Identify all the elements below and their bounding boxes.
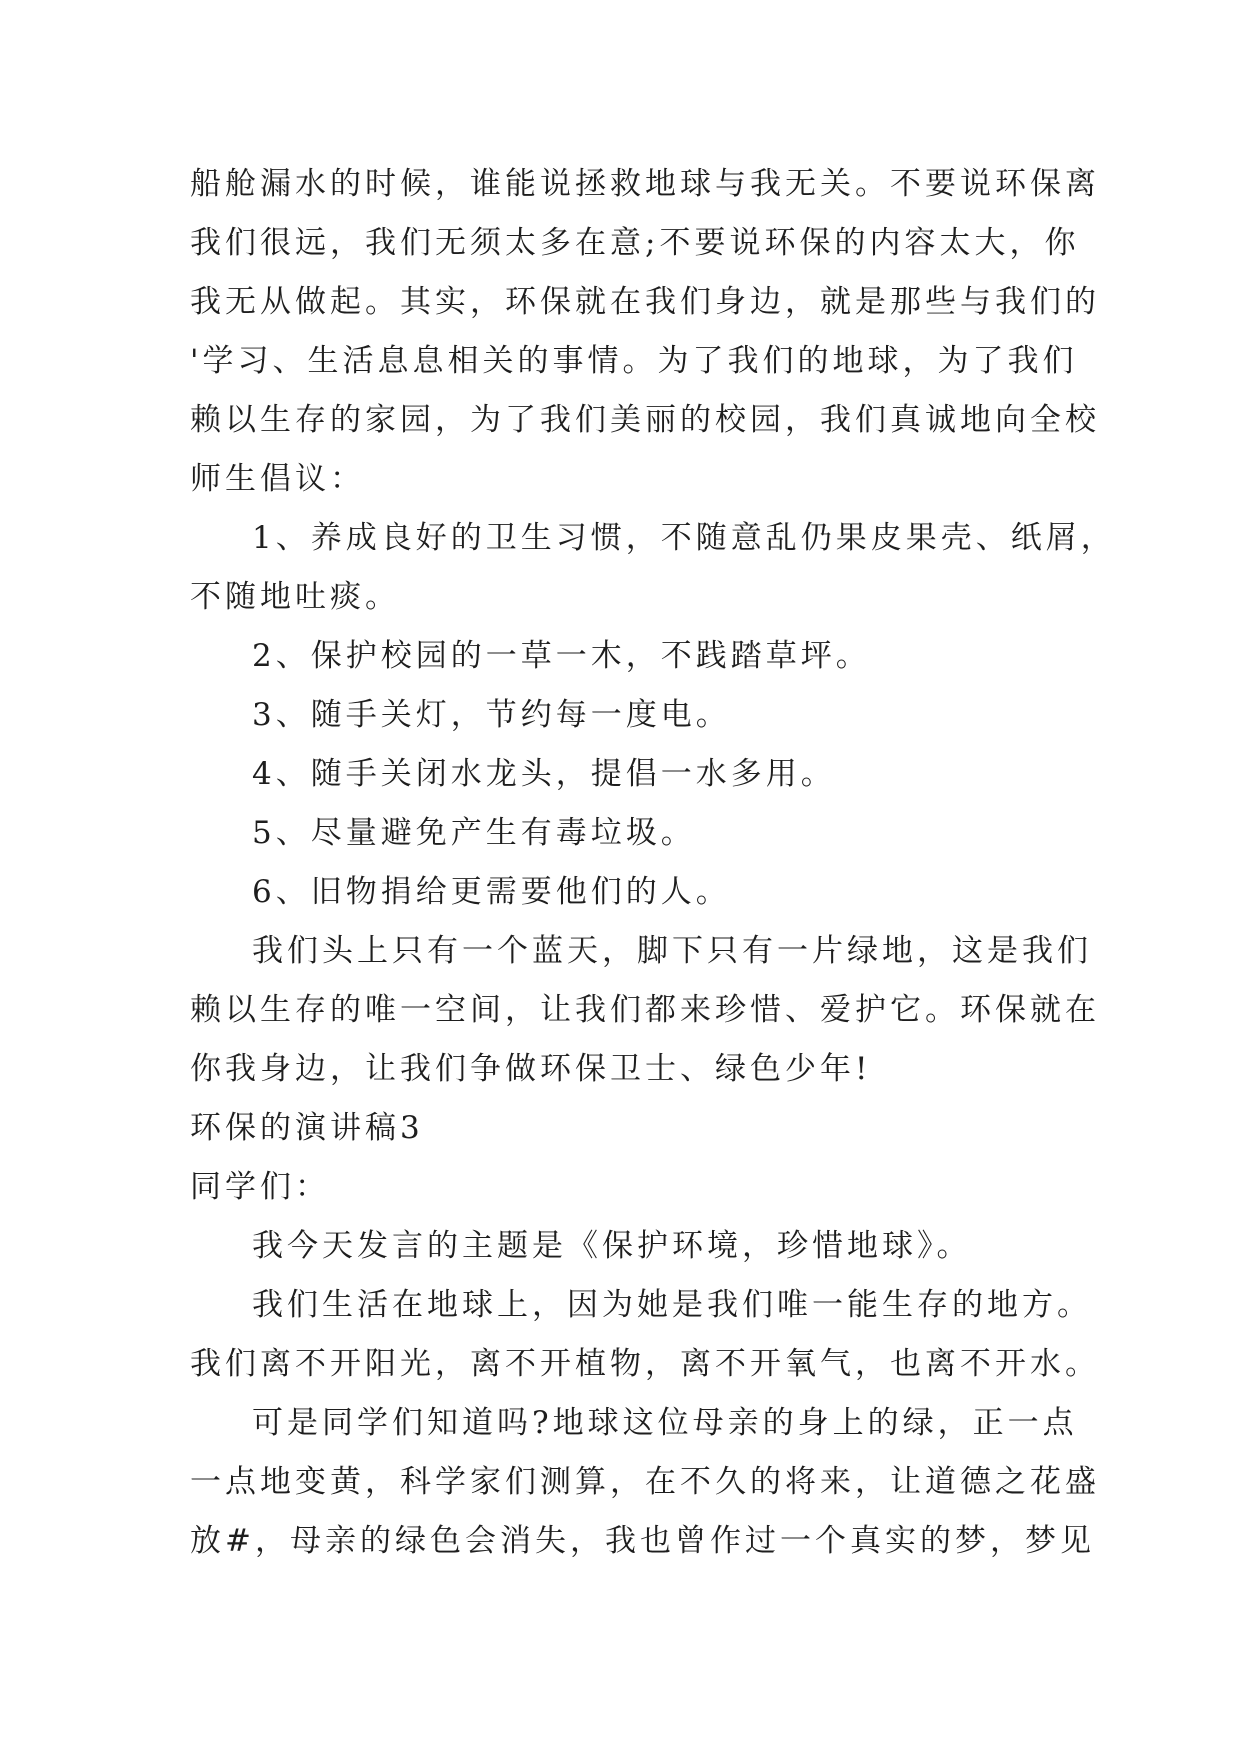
text-line: 不随地吐痰。 <box>190 579 400 615</box>
text-line: 我们很远，我们无须太多在意;不要说环保的内容太大，你 <box>190 225 1080 261</box>
text-line: 赖以生存的家园，为了我们美丽的校园，我们真诚地向全校 <box>190 402 1100 438</box>
text-line: 我们头上只有一个蓝天，脚下只有一片绿地，这是我们 <box>252 933 1092 969</box>
section-title: 环保的演讲稿3 <box>190 1110 424 1146</box>
list-item: 3、随手关灯，节约每一度电。 <box>252 697 731 733</box>
text-line: '学习、生活息息相关的事情。为了我们的地球，为了我们 <box>190 343 1078 379</box>
text-line: 船舱漏水的时候，谁能说拯救地球与我无关。不要说环保离 <box>190 166 1100 202</box>
text-line: 一点地变黄，科学家们测算，在不久的将来，让道德之花盛 <box>190 1464 1100 1500</box>
text-line: 我无从做起。其实，环保就在我们身边，就是那些与我们的 <box>190 284 1100 320</box>
text-line: 可是同学们知道吗?地球这位母亲的身上的绿，正一点 <box>252 1405 1078 1441</box>
list-item: 4、随手关闭水龙头，提倡一水多用。 <box>252 756 836 792</box>
text-line: 师生倡议： <box>190 461 365 497</box>
text-line: 赖以生存的唯一空间，让我们都来珍惜、爱护它。环保就在 <box>190 992 1100 1028</box>
text-line: 放#，母亲的绿色会消失，我也曾作过一个真实的梦，梦见 <box>190 1523 1095 1559</box>
text-line: 我今天发言的主题是《保护环境，珍惜地球》。 <box>252 1228 972 1264</box>
text-line: 你我身边，让我们争做环保卫士、绿色少年! <box>190 1051 872 1087</box>
list-item: 6、旧物捐给更需要他们的人。 <box>252 874 731 910</box>
list-item: 1、养成良好的卫生习惯，不随意乱仍果皮果壳、纸屑， <box>252 520 1116 556</box>
document-body <box>190 155 1116 1571</box>
list-item: 2、保护校园的一草一木，不践踏草坪。 <box>252 638 871 674</box>
salutation: 同学们： <box>190 1169 330 1205</box>
text-line: 我们生活在地球上，因为她是我们唯一能生存的地方。 <box>252 1287 1092 1323</box>
list-item: 5、尽量避免产生有毒垃圾。 <box>252 815 696 851</box>
text-line: 我们离不开阳光，离不开植物，离不开氧气，也离不开水。 <box>190 1346 1100 1382</box>
